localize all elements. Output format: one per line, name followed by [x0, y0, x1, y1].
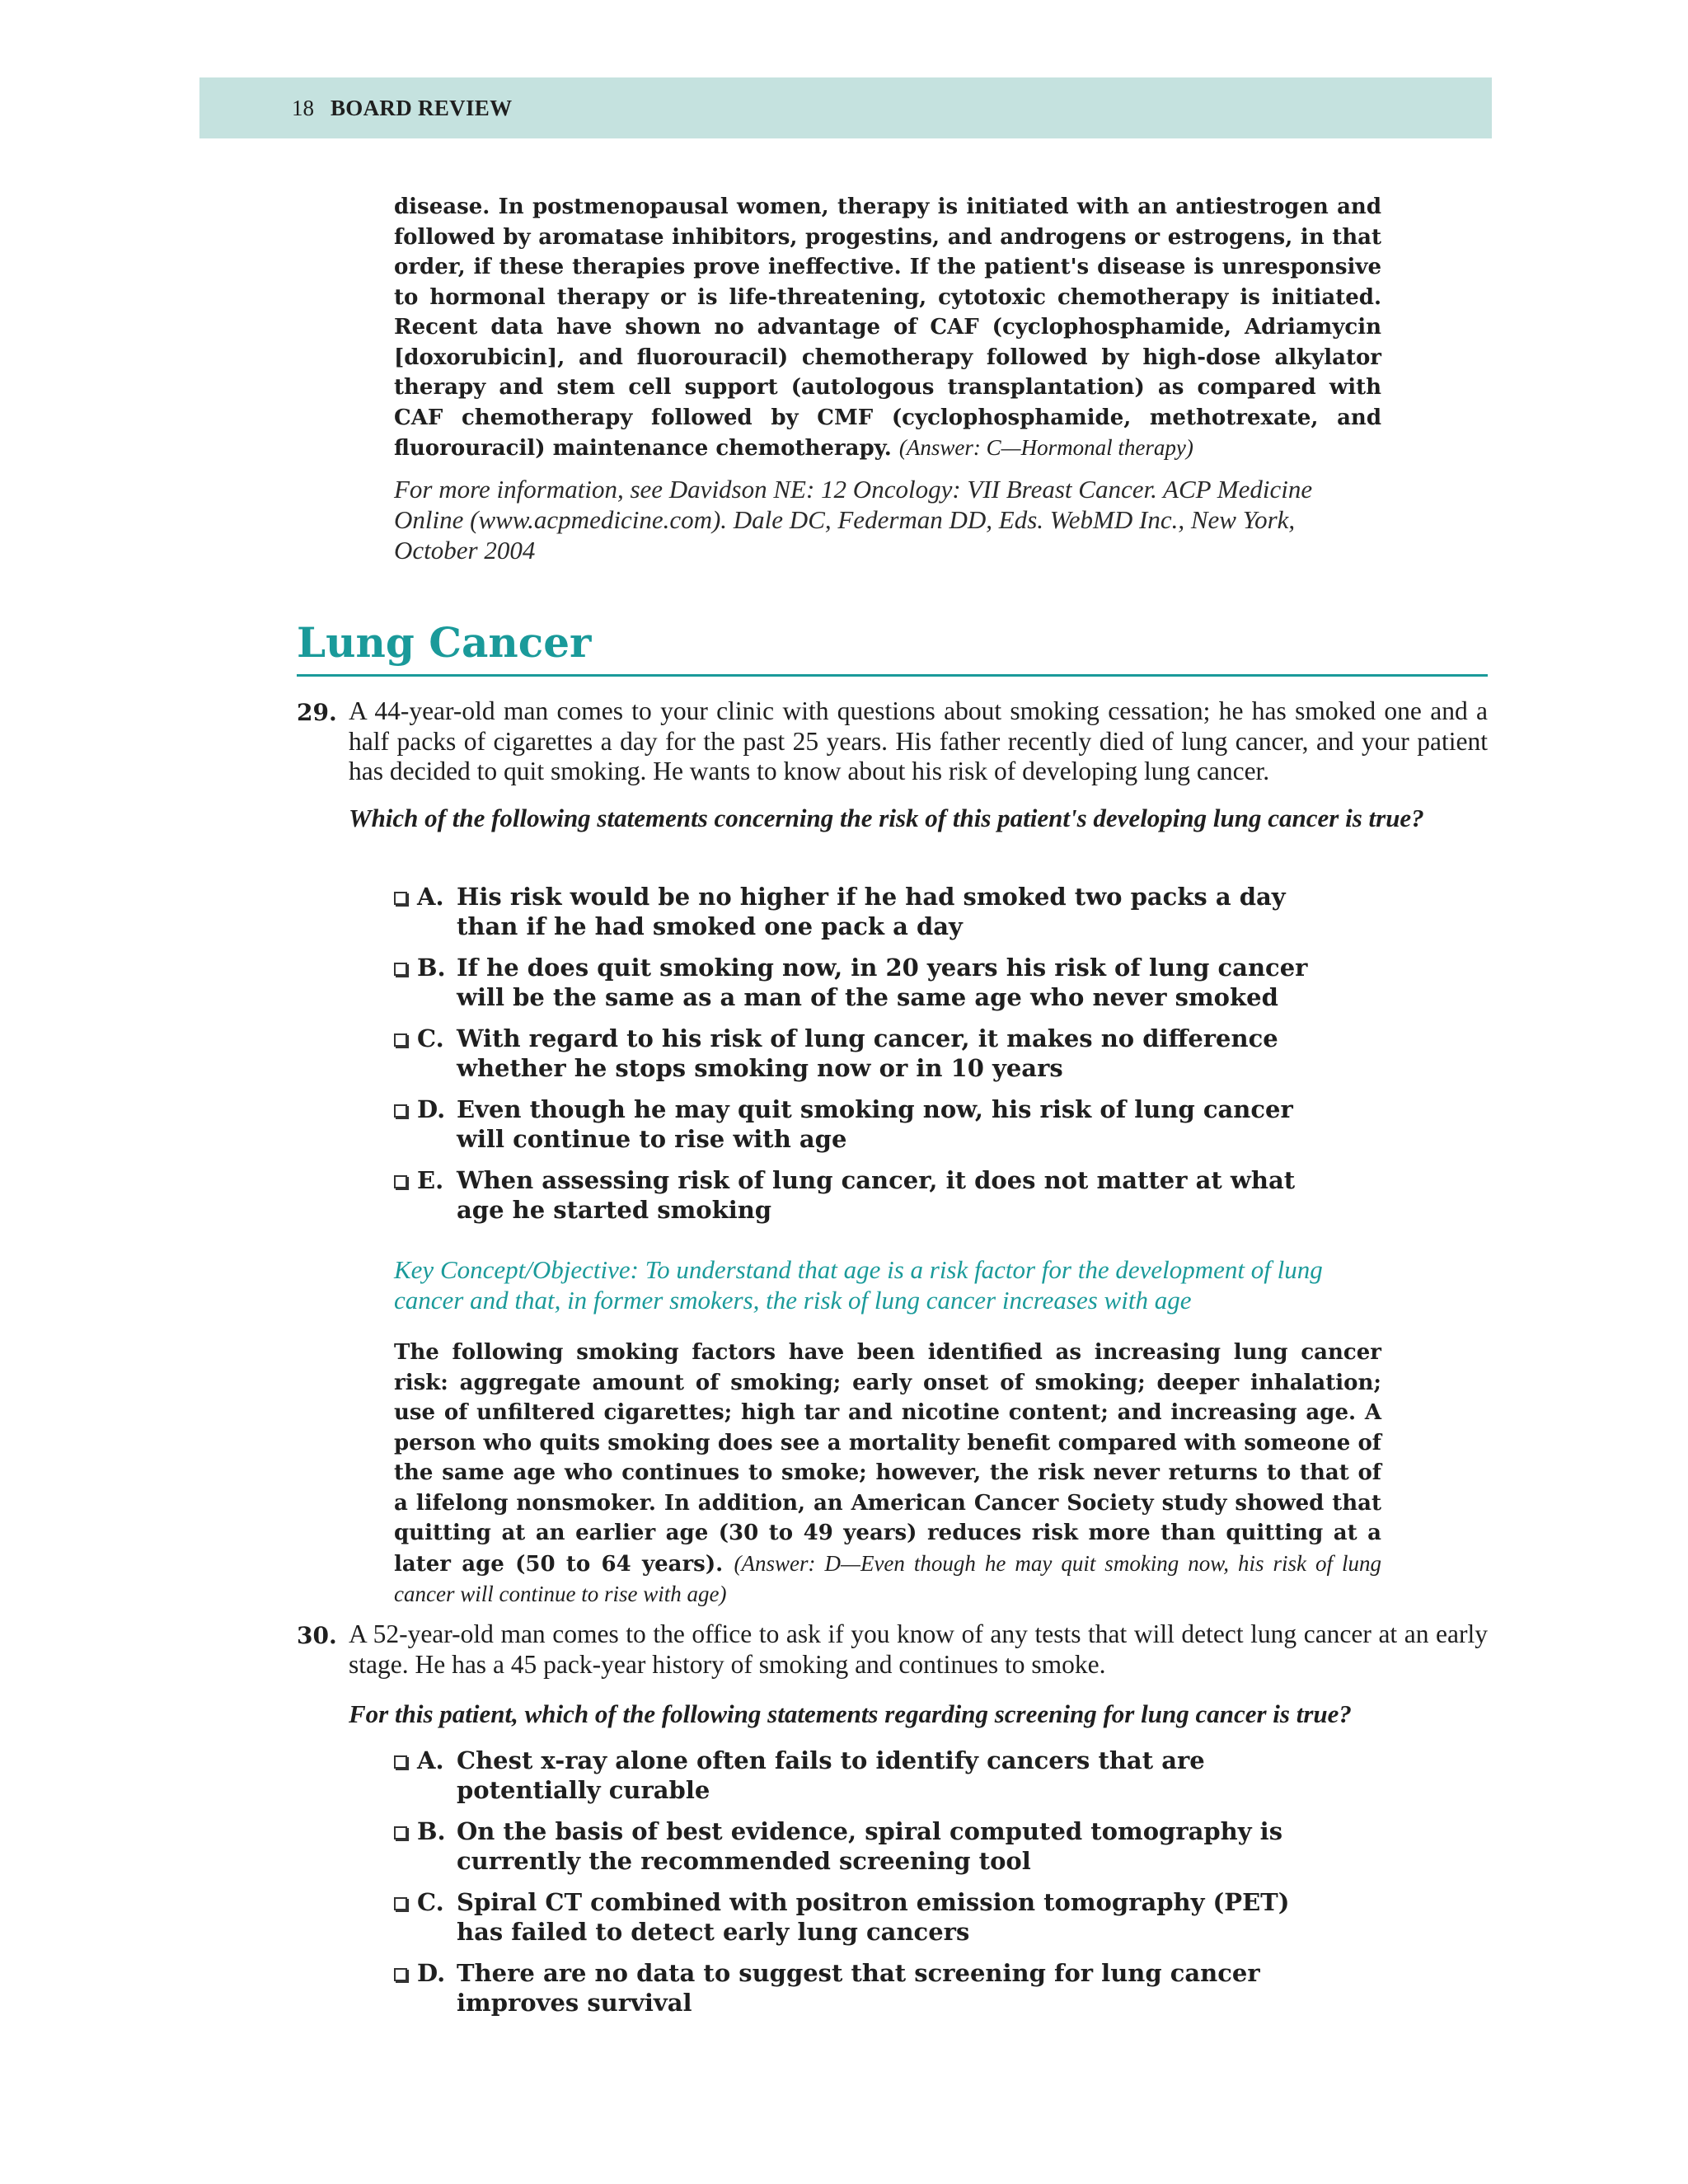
option-29-e[interactable] [394, 1165, 1330, 1225]
question-29-stem-text: A 44-year-old man comes to your clinic with questions about smoking cessation; he has smoked one and a half packs of cigarettes a day for the past 25 years. His father recently died of lung cancer, and your patient has decided to quit smoking. He wants to know about his risk of developing lung cancer. [349, 696, 1488, 785]
key-concept-29 [394, 1254, 1383, 1315]
option-29-b[interactable] [394, 953, 1330, 1012]
continued-answer-paragraph [394, 192, 1381, 464]
checkbox-icon[interactable] [394, 1104, 407, 1118]
option-30-a[interactable] [394, 1746, 1330, 1805]
option-letter: B. [417, 954, 446, 982]
option-letter: A. [417, 883, 444, 911]
option-text: Spiral CT combined with positron emission tomography (PET) has failed to detect early lung cancers [457, 1888, 1290, 1946]
reference-line-1: For more information, see Davidson NE: 12 Oncology: VII Breast Cancer. ACP Medicine [394, 475, 1313, 504]
option-29-a[interactable] [394, 882, 1330, 941]
running-header [199, 77, 1492, 138]
explanation-29 [394, 1338, 1381, 1610]
page-number: 18 [292, 95, 314, 120]
option-text: If he does quit smoking now, in 20 years his risk of lung cancer will be the same as a man of the same age who never smoked [457, 954, 1308, 1011]
explanation-29-paragraph [394, 1338, 1381, 1610]
question-29-options [394, 882, 1330, 1236]
option-text: His risk would be no higher if he had smoked two packs a day than if he had smoked one pack a day [457, 883, 1286, 940]
checkbox-icon[interactable] [394, 1175, 407, 1188]
checkbox-icon[interactable] [394, 963, 407, 976]
explanation-29-text: The following smoking factors have been identified as increasing lung cancer risk: aggregate amount of smoking; early onset of smoking; deeper inhalation; use of unfiltered cigarettes; high tar and nicotine content; and increasing age. A person who quits smoking does see a mortality benefit compared with someone of the same age who continues to smoke; however, the risk never returns to that of a lifelong nonsmoker. In addition, an American Cancer Society study showed that quitting at an earlier age (30 to 49 years) reduces risk more than quitting at a later age (50 to 64 years). [394, 1340, 1381, 1577]
continued-answer-key: (Answer: C—Hormonal therapy) [898, 435, 1193, 460]
option-letter: B. [417, 1817, 446, 1845]
option-30-d[interactable] [394, 1958, 1330, 2018]
reference-line-2: Online (www.acpmedicine.com). Dale DC, Federman DD, Eds. WebMD Inc., New York, [394, 505, 1296, 534]
option-text: On the basis of best evidence, spiral computed tomography is currently the recommended screening tool [457, 1817, 1283, 1875]
checkbox-icon[interactable] [394, 1033, 407, 1047]
option-letter: E. [417, 1166, 444, 1194]
option-text: Chest x-ray alone often fails to identify cancers that are potentially curable [457, 1746, 1205, 1804]
section-divider [297, 674, 1488, 677]
option-text: Even though he may quit smoking now, his risk of lung cancer will continue to rise with age [457, 1095, 1293, 1153]
option-letter: D. [417, 1959, 446, 1987]
question-30-options [394, 1746, 1330, 2029]
option-text: There are no data to suggest that screening for lung cancer improves survival [457, 1959, 1260, 2017]
question-30-number: 30. [297, 1622, 337, 1649]
option-30-c[interactable] [394, 1887, 1330, 1947]
question-30-stem [349, 1619, 1488, 1680]
answer-29-key: (Answer: D—Even though he may quit smoking now, his risk of lung cancer will continue to rise with age) [394, 1550, 1381, 1606]
option-30-b[interactable] [394, 1816, 1330, 1876]
checkbox-icon[interactable] [394, 1897, 407, 1910]
option-text: With regard to his risk of lung cancer, it makes no difference whether he stops smoking now or in 10 years [457, 1024, 1278, 1082]
question-29-number: 29. [297, 699, 337, 726]
reference-line-3: October 2004 [394, 536, 536, 565]
option-29-c[interactable] [394, 1024, 1330, 1083]
question-29-prompt [349, 804, 1470, 834]
option-letter: A. [417, 1746, 444, 1774]
option-letter: D. [417, 1095, 446, 1123]
question-29-prompt-text: Which of the following statements concerning the risk of this patient's developing lung cancer is true? [349, 804, 1424, 832]
checkbox-icon[interactable] [394, 1826, 407, 1840]
checkbox-icon[interactable] [394, 1968, 407, 1981]
running-head-title: BOARD REVIEW [331, 95, 513, 120]
question-30-stem-text: A 52-year-old man comes to the office to ask if you know of any tests that will detect lung cancer at an early stage. He has a 45 pack-year history of smoking and continues to smoke. [349, 1619, 1488, 1679]
checkbox-icon[interactable] [394, 1755, 407, 1769]
reference [394, 474, 1465, 565]
continued-answer [394, 192, 1381, 464]
section-title: Lung Cancer [297, 618, 592, 667]
question-30-prompt-text: For this patient, which of the following statements regarding screening for lung cancer is true? [349, 1699, 1352, 1728]
question-30-prompt [349, 1699, 1488, 1730]
option-text: When assessing risk of lung cancer, it does not matter at what age he started smoking [457, 1166, 1296, 1224]
option-29-d[interactable] [394, 1094, 1330, 1154]
key-concept-text: Key Concept/Objective: To understand that age is a risk factor for the development of lung cancer and that, in former smokers, the risk of lung cancer increases with age [394, 1255, 1323, 1315]
option-letter: C. [417, 1024, 444, 1052]
checkbox-icon[interactable] [394, 892, 407, 905]
option-letter: C. [417, 1888, 444, 1916]
question-29-stem [349, 696, 1488, 787]
continued-answer-text: disease. In postmenopausal women, therapy is initiated with an antiestrogen and followed by aromatase inhibitors, progestins, and androgens or estrogens, in that order, if these therapies prove ineffective. If the patient's disease is unresponsive to hormonal therapy or is life-threatening, cytotoxic chemotherapy is initiated. Recent data have shown no advantage of CAF (cyclophosphamide, Adriamycin [doxorubicin], and fluorouracil) chemotherapy followed by high-dose alkylator therapy and stem cell support (autologous transplantation) as compared with CAF chemotherapy followed by CMF (cyclophosphamide, methotrexate, and fluorouracil) maintenance chemotherapy. [394, 194, 1381, 461]
